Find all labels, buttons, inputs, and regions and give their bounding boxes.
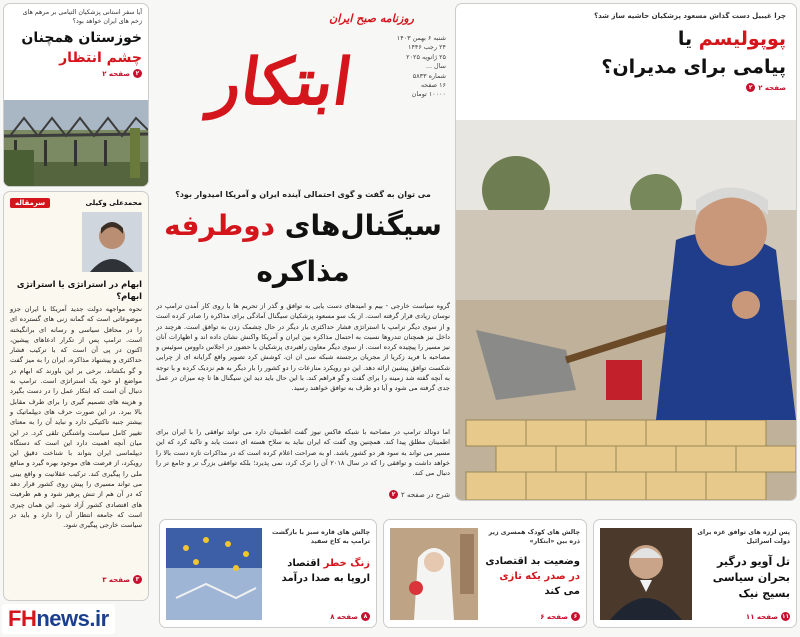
- headline-or: یا: [677, 28, 693, 50]
- story-headline: [4, 26, 148, 68]
- story-kicker: چالش های کودک همسری زیر ذره بین «ابتکار»: [488, 529, 580, 545]
- story-kicker: چرا غیبیل دست گذاش مسعود پزشکیان حاشیه ساز شد؟: [594, 12, 786, 20]
- headline-red: در صدر یکه تازی: [499, 571, 580, 582]
- page-ref-label: صفحه ۲: [758, 83, 786, 92]
- page-ref-label: صفحه ۸: [330, 612, 358, 621]
- main-kicker: می توان به گفت و گوی احتمالی آینده ایران و آمریکا امیدوار بود؟: [175, 190, 431, 199]
- page-ref[interactable]: [156, 490, 450, 499]
- story-headline: تل آویو درگیر بحران سیاسی بسیج نیک: [712, 555, 790, 600]
- watermark-prefix: FH: [8, 606, 37, 631]
- section-badge: سرمقاله: [10, 198, 50, 208]
- headline-part-1: سیگنال‌های: [284, 209, 442, 242]
- story-kicker: چالش های قاره سبز با بازگشت ترامپ به کاخ سفید: [272, 529, 370, 545]
- bottom-story-child-marriage[interactable]: [384, 520, 586, 627]
- page-ref[interactable]: [540, 612, 580, 621]
- headline-black: اقتصاد اروپا به صدا درآمد: [281, 558, 370, 584]
- main-body: گروه سیاست خارجی - بیم و امیدهای دست یابی به توافق و گذر از تحریم ها با روی کار آمدن ترامپ در نوسان زیادی قرار گرفته است. از یک سو مسعود پزشکیان سیگنال آمادگی برای مذاکره را صادر کرده است و از سوی دیگر ترامپ با استراتژی فشار حداکثری بار دیگر در حال چشمک زدن به توافق است. هرچند در داخل نیز همچنان تندروها نسبت به احتمال مذاکره بین ایران و آمریکا واکنش نشان داده اند و اظهارات آنان نیز مسیر را پیچیده کرده است. از سوی دیگر معاون راهبردی پزشکیان با حضور در اجلاس داووس سوئیس و مصاحبه با فرید زکریا از مجریان برجسته شبکه سی ان ان، کوشش کرد تصویر واقع گرایانه ای از چرایی شکست توافق پیشین ارائه دهد. این دو رویکرد منازعات را دو کشور را بار دیگر به هم نزدیک کرده و با توجه به آنچه گفته شد زمینه را برای گفت و گو فراهم کند. با این حال باید دید این سیگنال ها تا چه میزان در عمل جدی گرفته می شود و آیا دو طرف به توافق خواهند رسید.: [156, 302, 450, 393]
- date-line: شنبه ۶ بهمن ۱۴۰۳: [396, 34, 446, 42]
- date-line: ۲۴ رجب ۱۴۴۶: [408, 43, 446, 52]
- author-photo: [82, 212, 142, 272]
- page-number-dot: ۱۱: [781, 613, 790, 620]
- date-line: ۱۰۰۰۰ تومان: [411, 90, 446, 99]
- story-headline: [266, 556, 370, 586]
- page-number-dot: ۲: [133, 69, 142, 78]
- story-kicker: آیا سفر استانی پزشکیان التیامی بر مرهم های زخم های ایران خواهد بود؟: [22, 9, 142, 25]
- date-line: شماره ۵۸۳۳: [412, 71, 446, 80]
- page-ref[interactable]: [746, 612, 790, 621]
- page-ref-label: صفحه ۳: [102, 575, 130, 584]
- president-construction-photo: [456, 120, 796, 500]
- headline-part-2: مذاکره: [256, 255, 350, 288]
- headline-line-1: خوزستان همچنان: [21, 30, 142, 46]
- page-ref-label: صفحه ۶: [540, 612, 568, 621]
- page-number-dot: ۲: [389, 490, 398, 499]
- main-story[interactable]: [156, 190, 450, 514]
- bridge-photo: [4, 100, 148, 186]
- headline-line-2: چشم انتظار: [59, 50, 142, 66]
- page-ref-label: صفحه ۱۱: [745, 612, 778, 621]
- netanyahu-photo: [600, 528, 692, 620]
- top-left-story[interactable]: [4, 4, 148, 186]
- bottom-story-europe[interactable]: [160, 520, 376, 627]
- date-line: ۲۵ ژانویه ۲۰۲۵: [406, 52, 446, 61]
- page-ref-label: شرح در صفحه ۲: [401, 490, 450, 499]
- date-line: سال ...: [425, 62, 446, 71]
- page-ref[interactable]: [456, 81, 796, 92]
- story-headline: [480, 554, 580, 599]
- headline-line-1: وضعیت بد اقتصادی: [485, 556, 580, 567]
- editorial-header: [4, 192, 148, 210]
- headline-red: زنگ خطر: [323, 558, 370, 569]
- story-kicker: پس لرزه های توافق غزه برای دولت اسرائیل: [697, 529, 790, 545]
- fhnews-watermark: [2, 604, 115, 634]
- editorial-headline: ابهام در استراتژی یا استراتژی ابهام؟: [16, 279, 142, 301]
- masthead-tagline: روزنامه صبح ایران: [329, 12, 414, 25]
- masthead: [152, 4, 448, 182]
- page-ref[interactable]: [4, 68, 148, 79]
- page-number-dot: ۶: [571, 612, 580, 621]
- page-ref[interactable]: [330, 612, 370, 621]
- headline-red: دوطرفه: [164, 209, 276, 242]
- page-number-dot: ۲: [746, 83, 755, 92]
- headline-line-2: پیامی برای مدیران؟: [601, 56, 786, 78]
- page-number-dot: ۸: [361, 612, 370, 621]
- page-ref-label: صفحه ۲: [102, 69, 130, 78]
- editorial-column[interactable]: [4, 192, 148, 600]
- euro-flag-photo: [166, 528, 262, 620]
- page-number-dot: ۳: [133, 575, 142, 584]
- editorial-body: نحوه مواجهه دولت جدید آمریکا با ایران جزو موضوعاتی است که گمانه زنی های گسترده ای را در محافل سیاسی و رسانه ای برانگیخته است. ترامپ پس از تکرار ادعاهای پیشین، اکنون در پی آن است که با ترکیب فشار حداکثری و پیشنهاد مذاکره، ایران را به میز گفت و گو بکشاند. برخی بر این باورند که ابهام در مواضع او خود یک استراتژی است. ترامپ به دنبال آن است که ابتکار عمل را در دست بگیرد و هزینه های تصمیم گیری را برای طرف مقابل بالا ببرد. در این صورت حرف های دیپلماتیک و بیشتر جنبه تاکتیکی دارد و نباید آن را به معنای تغییر کامل سیاست واشنگتن تلقی کرد. در این میان آنچه اهمیت دارد این است که دستگاه دیپلماسی ایران بتواند با شناخت دقیق این رویکرد، از فرصت های موجود بهره گیرد و منافع ملی را پیگیری کند. ترکیب عقلانیت و واقع بینی می تواند مسیری را پیش روی کشور قرار دهد که در آن هم از تنش پرهیز شود و هم ظرفیت های اقتصادی کشور آزاد شود. این همان چیزی است که جامعه انتظار آن را دارد و باید در سیاست خارجی پیگیری شود.: [10, 305, 142, 530]
- story-headline: [456, 21, 796, 81]
- top-right-story[interactable]: [456, 4, 796, 500]
- author-name: محمدعلی وکیلی: [85, 199, 142, 207]
- masthead-logo: ابتکار: [205, 45, 357, 120]
- page-ref[interactable]: [4, 572, 148, 587]
- date-line: ۱۶ صفحه: [420, 81, 446, 90]
- bride-photo: [390, 528, 478, 620]
- bottom-story-gaza[interactable]: [594, 520, 796, 627]
- main-body-2: اما دونالد ترامپ در مصاحبه با شبکه فاکس نیوز گفت اطمینان دارد می تواند توافقی را با ایران برای اطمینان مطلق پیدا کند. همچنین وی گفت که ایران نباید به سلاح هسته ای دست یابد و تاکید کرد که این مسیر می تواند به سود هر دو کشور باشد. او به صراحت اعلام کرده است که در مذاکرات تازه دست بالا را خواهد داشت و توافقی را که در سال ۲۰۱۸ آن را ترک کرد، نمی پذیرد؛ بلکه توافقی بزرگ تر و جامع تر را دنبال می کند.: [156, 428, 450, 478]
- headline-tail: می کند: [544, 586, 580, 597]
- watermark-rest: news.ir: [36, 606, 109, 631]
- masthead-dateline: [386, 34, 446, 100]
- main-headline: [156, 203, 450, 295]
- headline-red: پوپولیسم: [698, 28, 786, 50]
